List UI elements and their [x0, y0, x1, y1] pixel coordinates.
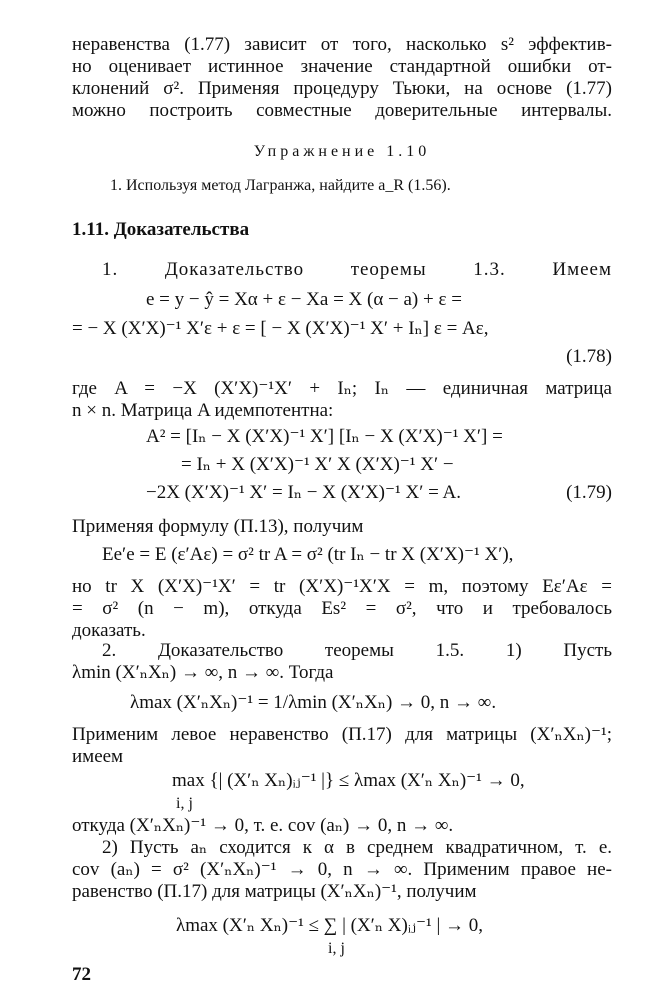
text-line: λmin (X′ₙXₙ) → ∞, n → ∞. Тогда — [72, 662, 334, 683]
text-line: cov (aₙ) = σ² (X′ₙXₙ)⁻¹ → 0, n → ∞. Применим правое не- — [72, 859, 612, 880]
equation-line: A² = [Iₙ − X (X′X)⁻¹ X′] [Iₙ − X (X′X)⁻¹ X′] = — [146, 426, 503, 447]
equation-line: λmax (X′ₙ Xₙ)⁻¹ ≤ ∑ | (X′ₙ X)ᵢⱼ⁻¹ | → 0, — [176, 915, 483, 936]
equation-line: = Iₙ + X (X′X)⁻¹ X′ X (X′X)⁻¹ X′ − — [181, 454, 454, 475]
equation-line: = − X (X′X)⁻¹ X′ε + ε = [ − X (X′X)⁻¹ X′ + Iₙ] ε = Aε, — [72, 318, 489, 339]
equation-subscript: i, j — [328, 940, 345, 957]
text-line: можно построить совместные доверительные интервалы. — [72, 100, 612, 121]
equation-number: (1.78) — [566, 346, 612, 367]
section-heading: 1.11. Доказательства — [72, 219, 250, 240]
text-line: доказать. — [72, 620, 146, 641]
text-line: Применим левое неравенство (П.17) для матрицы (X′ₙXₙ)⁻¹; — [72, 724, 612, 745]
text-line: n × n. Матрица A идемпотентна: — [72, 400, 334, 421]
text-line: = σ² (n − m), откуда Es² = σ², что и требовалось — [72, 598, 612, 619]
text-line: но оценивает истинное значение стандартной ошибки от- — [72, 56, 612, 77]
text-line: равенство (П.17) для матрицы (X′ₙXₙ)⁻¹, получим — [72, 881, 477, 902]
equation-line: e = y − ŷ = Xα + ε − Xa = X (α − a) + ε = — [146, 289, 462, 310]
text-line: клонений σ². Применяя процедуру Тьюки, на основе (1.77) — [72, 78, 612, 99]
text-line: где A = −X (X′X)⁻¹X′ + Iₙ; Iₙ — единичная матрица — [72, 378, 612, 399]
text-line: неравенства (1.77) зависит от того, насколько s² эффектив- — [72, 34, 612, 55]
equation-subscript: i, j — [176, 795, 193, 812]
equation-line: λmax (X′ₙXₙ)⁻¹ = 1/λmin (X′ₙXₙ) → 0, n → ∞. — [130, 692, 497, 713]
equation-line: −2X (X′X)⁻¹ X′ = Iₙ − X (X′X)⁻¹ X′ = A. — [146, 482, 461, 503]
text-line: имеем — [72, 746, 124, 767]
equation-number: (1.79) — [566, 482, 612, 503]
text-line: Применяя формулу (П.13), получим — [72, 516, 364, 537]
text-line: 2) Пусть aₙ сходится к α в среднем квадратичном, т. е. — [102, 837, 612, 858]
equation-line: max {| (X′ₙ Xₙ)ᵢⱼ⁻¹ |} ≤ λmax (X′ₙ Xₙ)⁻¹ → 0, — [172, 770, 525, 791]
exercise-item: 1. Используя метод Лагранжа, найдите a_R (1.56). — [110, 177, 451, 194]
text-line: но tr X (X′X)⁻¹X′ = tr (X′X)⁻¹X′X = m, поэтому Eε′Aε = — [72, 576, 612, 597]
page-number: 72 — [72, 964, 91, 985]
text-line: откуда (X′ₙXₙ)⁻¹ → 0, т. е. cov (aₙ) → 0, n → ∞. — [72, 815, 454, 836]
proof-heading: 2. Доказательство теоремы 1.5. 1) Пусть — [102, 640, 612, 661]
equation-line: Ee′e = E (ε′Aε) = σ² tr A = σ² (tr Iₙ − tr X (X′X)⁻¹ X′), — [102, 544, 514, 565]
proof-heading: 1. Доказательство теоремы 1.3. Имеем — [102, 259, 612, 280]
exercise-heading: Упражнение 1.10 — [253, 143, 431, 160]
